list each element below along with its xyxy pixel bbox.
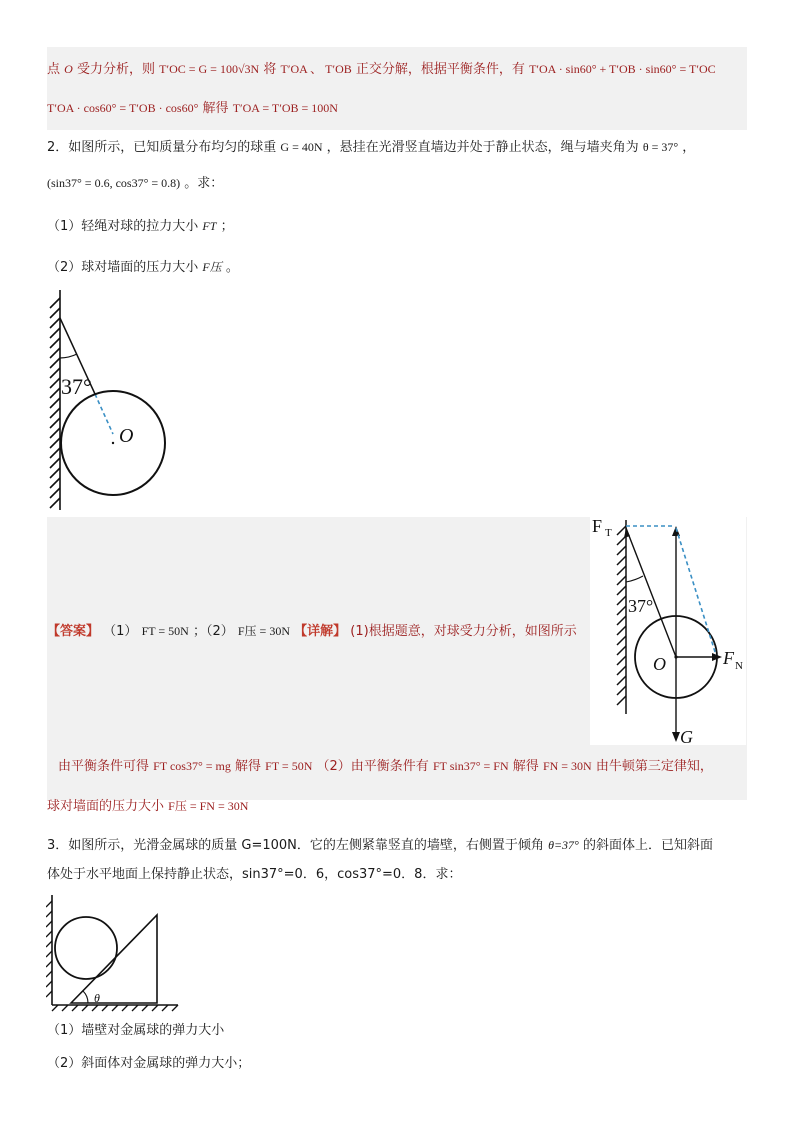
q3-angle-arc [83,991,88,1003]
wall-hatch [50,290,60,510]
force-diagram [590,512,760,752]
fd-label-O: O [653,654,666,674]
q3-part2: （2）斜面体对金属球的弹力大小； [47,1056,251,1071]
fd-label-FT-sub: T [605,527,612,539]
fd-center-dot [674,655,677,658]
fd-label-FN: F [723,648,734,668]
q2-stem-line1: 2．如图所示，已知质量分布均匀的球重 G = 40N ，悬挂在光滑竖直墙边并处于静止状态，绳与墙夹角为 θ = 37° ， [47,140,696,155]
center-label: O [119,425,134,447]
answer2-line3: 球对墙面的压力大小 F压 = FN = 30N [47,799,249,814]
angle-arc [60,354,77,358]
rope-extension-dashed [95,394,113,434]
q3-ground-hatch [52,1005,178,1011]
q3-wall-hatch [46,901,52,997]
fd-label-angle: 37° [628,596,654,616]
answer1-line2: T′OA · cos60° = T′OB · cos60° 解得 T′OA = T′OB = 100N [47,101,338,116]
q3-theta-label: θ [94,991,100,1005]
ball-center [112,442,114,444]
fd-dashed-diagonal [676,528,716,655]
q2-part1: （1）轻绳对球的拉力大小 FT ； [47,219,234,234]
fd-tension-vector [626,528,676,657]
q3-figure [46,893,181,1013]
q3-stem-line2: 体处于水平地面上保持静止状态，sin37°=0．6，cos37°=0．8．求： [47,867,462,882]
fd-wall-hatch [617,520,626,714]
angle-label: 37° [61,374,92,399]
q2-stem-line2: (sin37° = 0.6, cos37° = 0.8) 。求： [47,176,224,191]
q3-incline [71,915,157,1003]
fd-label-FT: F [592,516,603,536]
q3-part1: （1）墙壁对金属球的弹力大小 [47,1023,225,1038]
q2-figure [45,288,175,513]
fd-label-FN-sub: N [735,660,743,672]
fd-angle-arc [626,576,643,582]
answer2-line2: 由平衡条件可得 FT cos37° = mg 解得 FT = 50N （2）由平衡条件有 FT sin37° = FN 解得 FN = 30N 由牛顿第三定律知， [58,759,713,774]
answer2-line1: 【答案】 （1） FT = 50N ；（2） F压 = 30N 【详解】 (1)根据题意，对球受力分析，如图所示 [47,624,577,639]
answer1-line1: 点 O 受力分析，则 T′OC = G = 100√3N 将 T′OA 、 T′OB 正交分解，根据平衡条件，有 T′OA · sin60° + T′OB · sin60° = T′OC [47,62,716,77]
fd-gravity-arrowhead [672,732,680,742]
q3-stem-line1: 3．如图所示，光滑金属球的质量 G=100N．它的左侧紧靠竖直的墙壁，右侧置于倾角 θ=37° 的斜面体上．已知斜面 [47,838,714,853]
q2-part2: （2）球对墙面的压力大小 F压 。 [47,260,239,275]
fd-label-G: G [680,727,693,747]
q3-ball [55,917,117,979]
